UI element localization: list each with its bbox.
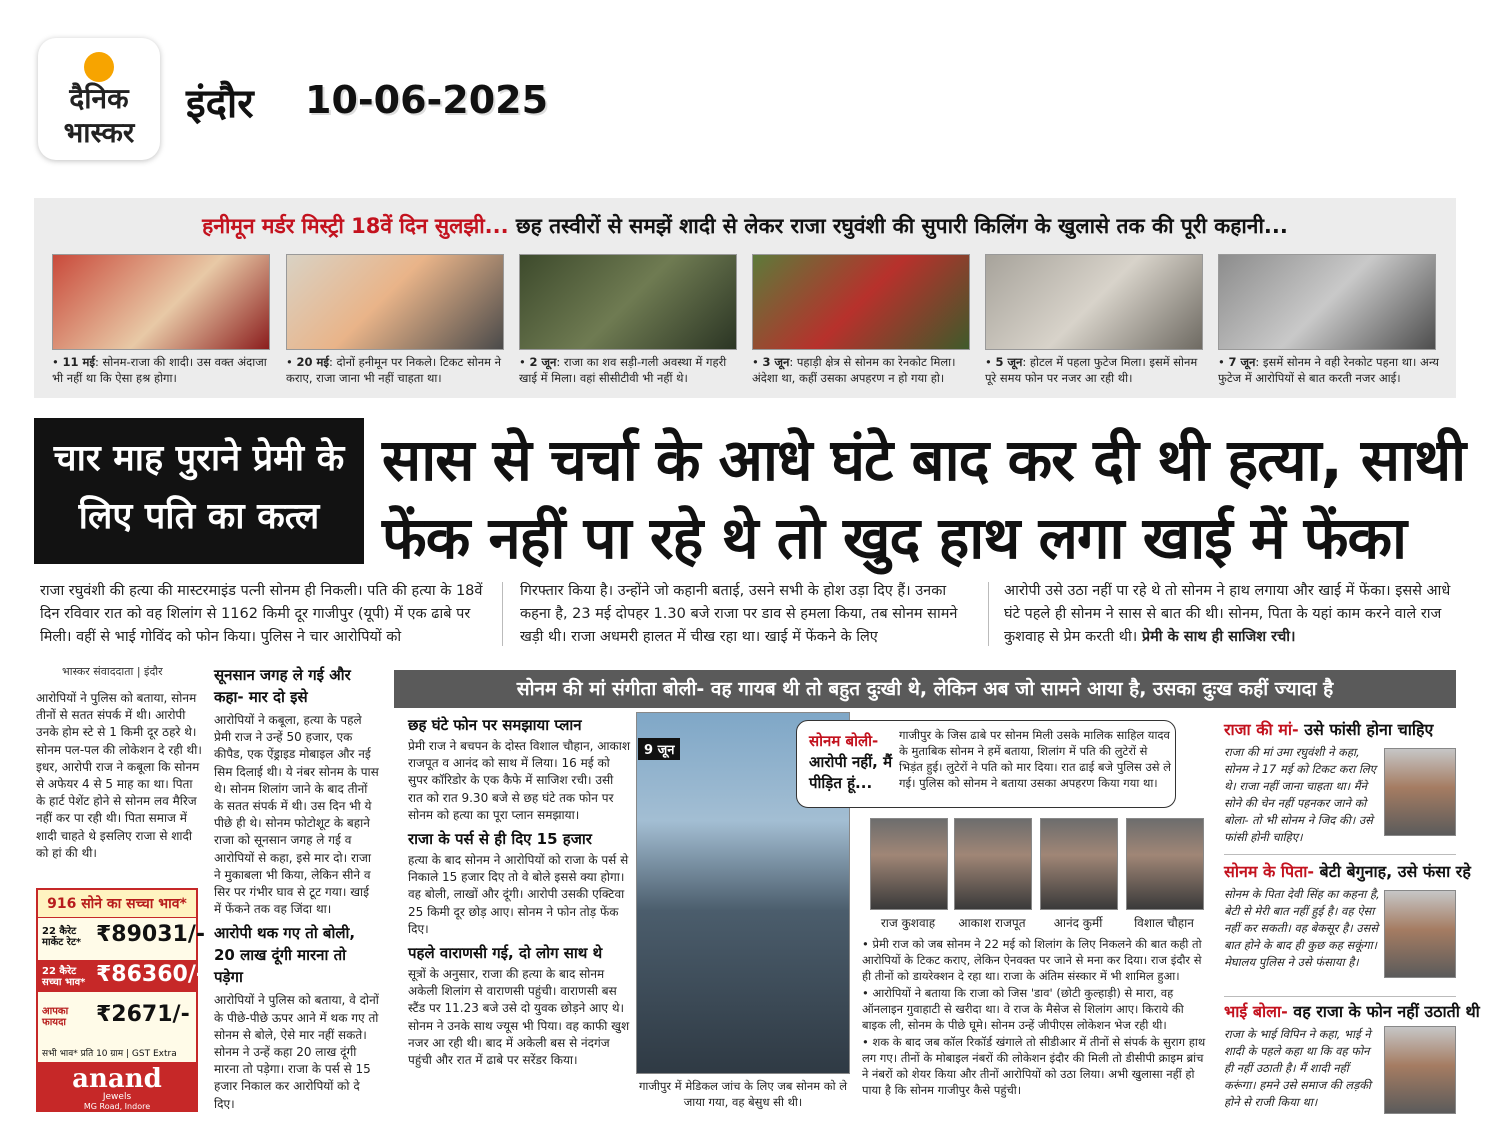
timeline-caption: • 11 मई: सोनम-राजा की शादी। उस वक्त अंदाजा भी नहीं था कि ऐसा हश्र होगा। [52, 355, 267, 385]
photo-caption: गाजीपुर में मेडिकल जांच के लिए जब सोनम को ले जाया गया, वह बेसुध सी थी। [638, 1079, 848, 1109]
quote-heading: आरोपी नहीं, मैं पीड़ित हूं... [809, 753, 893, 792]
column-2 [214, 664, 380, 1113]
byline: भास्कर संवाददाता | इंदौर [62, 665, 163, 678]
strip-title-highlight: हनीमून मर्डर मिस्ट्री 18वें दिन सुलझी... [202, 214, 509, 238]
column-2-text-1: आरोपियों ने कबूला, हत्या के पहले प्रेमी राज ने उन्हें 50 हजार, एक कीपैड, एक ऐंड्राइड मोबाइल और नई सिम दिलाई थी। ये नंबर सोनम के पास थे। सोनम शिलांग जाने के बाद तीनों के सतत संपर्क में थी। उस दिन भी ये पीछे ही थे। सोनम फोटोशूट के बहाने राजा को सूनसान जगह ले गई व आरोपियों से कहा, इसे मार दो। राजा ने मुकाबला भी किया, लेकिन सीने व सिर पर गंभीर घाव से टूट गया। खाई में फेंकने तक वह जिंदा था। [214, 713, 379, 917]
ad-brand-sub: Jewels [102, 1092, 132, 1102]
column-4 [862, 936, 1206, 1099]
bullet-paragraph: • शक के बाद जब कॉल रिकॉर्ड खंगाले तो सीडीआर में तीनों से संपर्क के सुराग हाथ लग गए। तीनों के मोबाइल नंबरों की लोकेशन इंदौर की मिली तो डीसीपी क्राइम ब्रांच ने नंबरों को शेयर किया और तीनों आरोपियों को उठा लिया। अभी खुलासा नहीं हो पाया है कि सोनम गाजीपुर कैसे पहुंची। [862, 1035, 1206, 1097]
timeline-caption: • 7 जून: इसमें सोनम ने वही रेनकोट पहना था। अन्य फुटेज में आरोपियों से बात करती नजर आई। [1218, 355, 1439, 385]
kicker-line-2: लिए पति का कत्ल [78, 496, 320, 537]
lede-paragraph-3: आरोपी उसे उठा नहीं पा रहे थे तो सोनम ने हाथ लगाया और खाई में फेंका। इससे आधे घंटे पहले ही सोनम ने सास से बात की थी। सोनम, पिता के यहां काम करने वाले राज कुशवाह से प्रेम करती थी। प्रेमी के साथ ही साजिश रची। [1004, 583, 1451, 645]
quote-head [809, 731, 897, 794]
edition-date: 10-06-2025 [305, 78, 549, 122]
lede-bold: प्रेमी के साथ ही साजिश रची। [1141, 629, 1296, 645]
divider [1224, 996, 1456, 997]
column-3-text-2: हत्या के बाद सोनम ने आरोपियों को राजा के पर्स से निकाले 15 हजार दिए तो वे बोले इससे क्या होगा। वह बोली, लाखों और दूंगी। आरोपी उसकी एक्टिवा 25 किमी दूर छोड़ आए। सोनम ने फोन तोड़ फेंक दिए। [408, 853, 629, 936]
headline-line-2: फेंक नहीं पा रहे थे तो खुद हाथ लगा खाई में फेंका [382, 504, 1407, 572]
ad-address: MG Road, Indore [83, 1102, 151, 1111]
subhead: पहले वाराणसी गई, दो लोग साथ थे [408, 944, 603, 963]
kicker-line-1: चार माह पुराने प्रेमी के [53, 438, 345, 479]
edition-city: इंदौर [186, 80, 254, 127]
column-3 [408, 714, 630, 1069]
column-divider [988, 582, 989, 646]
ad-title: 916 सोने का सच्चा भाव* [38, 890, 196, 918]
accused-name: राज कुशवाह [880, 916, 936, 930]
strip-title [34, 212, 1456, 240]
ad-market-rate-label: 22 कैरेट मार्केट रेट* [42, 926, 82, 948]
subhead: छह घंटे फोन पर समझाया प्लान [408, 716, 582, 734]
accused-photo [954, 818, 1032, 910]
lede-paragraph-1: राजा रघुवंशी की हत्या की मास्टरमाइंड पत्नी सोनम ही निकली। पति की हत्या के 18वें दिन रविवार रात को वह शिलांग से 1162 किमी दूर गाजीपुर (यूपी) में एक ढाबे पर मिली। वहीं से भाई गोविंद को फोन किया। पुलिस ने चार आरोपियों को [40, 583, 483, 645]
headline-line-1: सास से चर्चा के आधे घंटे बाद कर दी थी हत्या, साथी [382, 426, 1466, 494]
timeline-photo-body [519, 254, 737, 350]
lede-paragraph-2: गिरफ्तार किया है। उन्होंने जो कहानी बताई, उसने सभी के होश उड़ा दिए हैं। उनका कहना है, 23 मई दोपहर 1.30 बजे राजा पर डाव से हमला किया, तब सोनम सामने खड़ी थी। राजा अधमरी हालत में चीख रहा था। खाई में फेंकने के लिए [520, 583, 958, 645]
ad-true-rate-value: ₹86360/- [96, 962, 206, 987]
dainik-bhaskar-logo [38, 38, 160, 160]
quote-text: गाजीपुर के जिस ढाबे पर सोनम मिली उसके मालिक साहिल यादव के मुताबिक सोनम ने हमें बताया, शिलांग में पति की लुटेरों से भिड़ंत हुई। लुटेरों ने पति को मार दिया। रात ढाई बजे पुलिस उसे ले गई। पुलिस को सोनम ने बताया उसका अपहरण किया गया था। [899, 728, 1171, 790]
photo-date-badge: 9 जून [638, 738, 680, 760]
mother-photo [1384, 748, 1456, 836]
brother-text: राजा के भाई विपिन ने कहा, भाई ने शादी के पहले कहा था कि वह फोन ही नहीं उठाती है। मैं शादी नहीं करूंगा। हमने उसे समाज की लड़की होने से राजी किया था। [1224, 1027, 1372, 1109]
column-3-text-1: प्रेमी राज ने बचपन के दोस्त विशाल चौहान, आकाश राजपूत व आनंद को साथ में लिया। 16 मई को सुपर कॉरिडोर के एक कैफे में साजिश रची। उसी रात को रात 9.30 बजे से छह घंटे तक फोन पर सोनम को हत्या का पूरा प्लान समझाया। [408, 739, 630, 822]
sonam-quote-box [796, 720, 1176, 808]
timeline-strip [34, 198, 1456, 398]
strip-title-rest: छह तस्वीरों से समझें शादी से लेकर राजा रघुवंशी की सुपारी किलिंग के खुलासे तक की पूरी कहानी... [508, 214, 1288, 238]
timeline-caption: • 20 मई: दोनों हनीमून पर निकले। टिकट सोनम ने कराए, राजा जाना भी नहीं चाहता था। [286, 355, 502, 385]
timeline-photo-cctv [1218, 254, 1436, 350]
ad-note: सभी भाव* प्रति 10 ग्राम | GST Extra [42, 1049, 177, 1059]
logo-line-2: भास्कर [63, 116, 135, 149]
accused-photo [1126, 818, 1204, 910]
brother-subhead: भाई बोला- वह राजा के फोन नहीं उठाती थी [1224, 1002, 1480, 1021]
subhead: सूनसान जगह ले गई और कहा- मार दो इसे [214, 666, 351, 706]
kicker-box [34, 418, 364, 564]
father-text: सोनम के पिता देवी सिंह का कहना है, बेटी से मेरी बात नहीं हुई है। वह ऐसा नहीं कर सकती। वह बेकसूर है। उससे बात होने के बाद ही कुछ कह सकूंगा। मेघालय पुलिस ने उसे फंसाया है। [1224, 887, 1380, 969]
ad-brand-block [38, 1062, 196, 1112]
logo-line-1: दैनिक [69, 82, 129, 115]
ad-brand-logo: anand [72, 1064, 162, 1094]
sun-icon [84, 52, 114, 82]
bullet-paragraph: • प्रेमी राज को जब सोनम ने 22 मई को शिलांग के लिए निकलने की बात कही तो आरोपियों के टिकट कराए, लेकिन ऐनवक्त पर जाने से मना कर दिया। राज इंदौर से ही तीनों को डायरेक्शन दे रहा था। राजा के अंतिम संस्कार में भी शामिल हुआ। [862, 937, 1202, 983]
timeline-photo-hotel-cctv [985, 254, 1203, 350]
father-subhead: सोनम के पिता- बेटी बेगुनाह, उसे फंसा रहे [1224, 862, 1471, 881]
timeline-caption: • 2 जून: राजा का शव सड़ी-गली अवस्था में गहरी खाई में मिला। वहां सीसीटीवी भी नहीं थे। [519, 355, 727, 385]
ad-saving-label: आपका फायदा [42, 1006, 69, 1028]
mother-quote-banner: सोनम की मां संगीता बोली- वह गायब थी तो बहुत दुःखी थे, लेकिन अब जो सामने आया है, उसका दुःख कहीं ज्यादा है [394, 670, 1456, 708]
timeline-photo-wedding [52, 254, 270, 350]
mother-subhead: राजा की मां- उसे फांसी होना चाहिए [1224, 720, 1434, 739]
ad-saving-value: ₹2671/- [96, 1002, 190, 1027]
timeline-photo-couple [286, 254, 504, 350]
ad-market-rate-value: ₹89031/- [96, 922, 206, 947]
timeline-caption: • 3 जून: पहाड़ी क्षेत्र से सोनम का रेनकोट मिला। अंदेशा था, कहीं उसका अपहरण न हो गया हो। [752, 355, 956, 385]
mother-text: राजा की मां उमा रघुवंशी ने कहा, सोनम ने 17 मई को टिकट करा लिए थे। राजा नहीं जाना चाहता था। मैंने सोने की चेन नहीं पहनकर जाने को बोला- तो भी सोनम ने जिद की। उसे फांसी होनी चाहिए। [1224, 745, 1377, 844]
ad-true-rate-label: 22 कैरेट सच्चा भाव* [42, 966, 86, 988]
column-divider [502, 582, 503, 646]
timeline-photo-raincoat [752, 254, 970, 350]
accused-name: आनंद कुर्मी [1053, 916, 1103, 930]
quote-speaker: सोनम बोली- [809, 732, 879, 750]
subhead: आरोपी थक गए तो बोली, 20 लाख दूंगी मारना तो पड़ेगा [214, 924, 356, 987]
timeline-caption: • 5 जून: होटल में पहला फुटेज मिला। इसमें सोनम पूरे समय फोन पर नजर आ रही थी। [985, 355, 1198, 385]
accused-name: आकाश राजपूत [958, 916, 1026, 930]
bullet-paragraph: • आरोपियों ने बताया कि राजा को जिस 'डाव' (छोटी कुल्हाड़ी) से मारा, वह ऑनलाइन गुवाहाटी से खरीदा था। वे राज के मैसेज से शिलांग आए। किराये की बाइक ली, सोनम के पीछे घूमे। सोनम उन्हें जीपीएस लोकेशन भेज रही थी। [862, 986, 1184, 1032]
column-2-text-2: आरोपियों ने पुलिस को बताया, वे दोनों के पीछे-पीछे ऊपर आने में थक गए तो सोनम से बोले, ऐसे मार नहीं सकते। सोनम ने उन्हें कहा 20 लाख दूंगी मारना तो पड़ेगा। राजा के पर्स से 15 हजार निकाल कर आरोपियों को दे दिए। [214, 993, 379, 1111]
accused-name: विशाल चौहान [1134, 916, 1194, 930]
father-photo [1384, 890, 1456, 978]
gold-rate-ad [36, 888, 206, 1112]
column-3-text-3: सूत्रों के अनुसार, राजा की हत्या के बाद सोनम अकेली शिलांग से वाराणसी पहुंची। वाराणसी बस स्टैंड पर 11.23 बजे उसे दो युवक छोड़ने आए थे। सोनम ने उनके साथ ज्यूस भी पिया। वह काफी खुश नजर आ रही थी। बाद में अकेली बस से नंदगंज पहुंची और रात में ढाबे पर सरेंडर किया। [408, 967, 630, 1068]
accused-photo [1040, 818, 1118, 910]
accused-photo [870, 818, 948, 910]
subhead: राजा के पर्स से ही दिए 15 हजार [408, 830, 592, 849]
column-1-text: आरोपियों ने पुलिस को बताया, सोनम तीनों से सतत संपर्क में थी। आरोपी उनके होम स्टे से 1 किमी दूर ठहरे थे। सोनम पल-पल की लोकेशन दे रही थी। इधर, आरोपी राज ने कबूला कि सोनम से अफेयर 4 से 5 माह का था। पिता के हार्ट पेशेंट होने से सोनम लव मैरिज नहीं कर पा रही थी। पिता समाज में शादी चाहते थे इसलिए राजा से शादी को हां की थी। [36, 691, 202, 860]
divider [1224, 854, 1456, 855]
brother-photo [1384, 1026, 1456, 1114]
